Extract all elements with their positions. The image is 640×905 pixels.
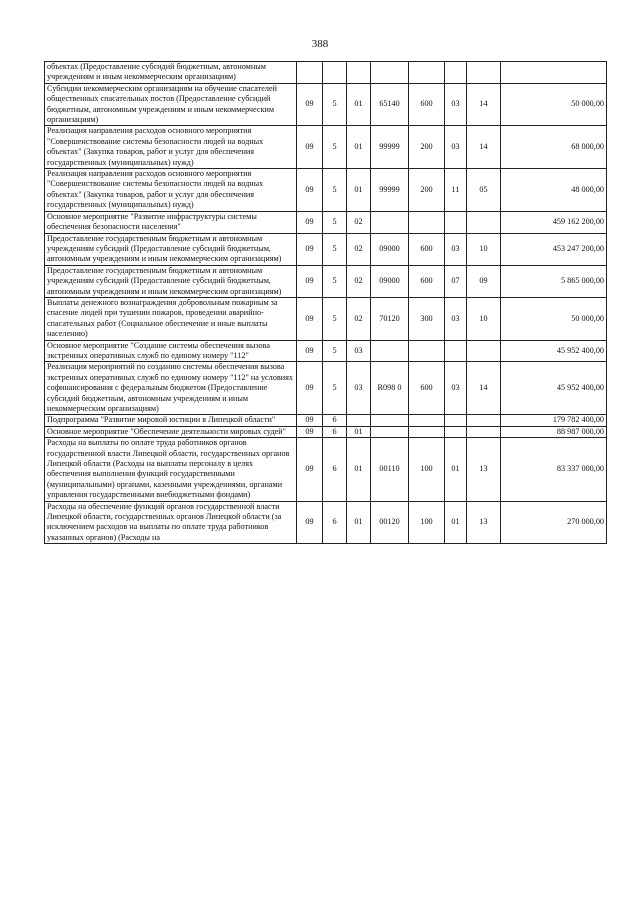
- code-section: [445, 426, 467, 437]
- table-row: [45, 340, 607, 362]
- code-subprogram: 5: [323, 297, 347, 340]
- row-amount: 45 952 400,00: [501, 340, 607, 362]
- code-program: 09: [297, 426, 323, 437]
- code-event: 01: [347, 438, 371, 501]
- code-subsection: [467, 415, 501, 426]
- code-program: 09: [297, 362, 323, 415]
- row-amount: 453 247 200,00: [501, 233, 607, 265]
- code-program: 09: [297, 297, 323, 340]
- code-event: 03: [347, 340, 371, 362]
- code-expense-type: 600: [409, 362, 445, 415]
- code-subprogram: 6: [323, 415, 347, 426]
- table-row: [45, 233, 607, 265]
- code-expense-type: 600: [409, 265, 445, 297]
- row-description: Предоставление государственным бюджетным и автономным учреждениям субсидий (Предоставление субсидий бюджетным, автономным учреждениям и иным некоммерческим организациям): [45, 233, 297, 265]
- row-description: Расходы на выплаты по оплате труда работников органов государственной власти Липецкой области, государственных органов Липецкой области (Расходы на выплаты персоналу в целях обеспечения выполнения функций государственными (муниципальными) органами, казенными учреждениями, органами управления государственными внебюджетными фондами): [45, 438, 297, 501]
- row-description: Предоставление государственным бюджетным и автономным учреждениям субсидий (Предоставление субсидий бюджетным, автономным учреждениям и иным некоммерческим организациям): [45, 265, 297, 297]
- code-subsection: 14: [467, 362, 501, 415]
- code-section: 07: [445, 265, 467, 297]
- code-expense-type: [409, 426, 445, 437]
- code-event: 02: [347, 233, 371, 265]
- row-description: Реализация мероприятий по созданию системы обеспечения вызова экстренных оперативных служб по единому номеру "112" на условиях софинансирования с федеральным бюджетом (Предоставление субсидий бюджетным, автономным учреждениям и иным некоммерческим организациям): [45, 362, 297, 415]
- code-program: 09: [297, 233, 323, 265]
- row-description: Субсидии некоммерческим организациям на обучение спасателей общественных спасательных постов (Предоставление субсидий бюджетным, автономным учреждениям и иным некоммерческим организациям): [45, 83, 297, 126]
- code-event: 01: [347, 83, 371, 126]
- code-direction: 00120: [371, 501, 409, 544]
- table-row: [45, 265, 607, 297]
- code-section: 11: [445, 169, 467, 212]
- code-subsection: 14: [467, 126, 501, 169]
- code-direction: [371, 211, 409, 233]
- code-expense-type: 600: [409, 233, 445, 265]
- code-program: 09: [297, 501, 323, 544]
- table-row: [45, 126, 607, 169]
- code-direction: [371, 426, 409, 437]
- code-direction: 09000: [371, 233, 409, 265]
- code-program: 09: [297, 126, 323, 169]
- code-program: 09: [297, 340, 323, 362]
- table-row: [45, 501, 607, 544]
- row-amount: 459 162 200,00: [501, 211, 607, 233]
- row-description: Основное мероприятие "Обеспечение деятельности мировых судей": [45, 426, 297, 437]
- code-event: 01: [347, 169, 371, 212]
- code-program: 09: [297, 169, 323, 212]
- code-event: 01: [347, 126, 371, 169]
- row-description: Основное мероприятие "Развитие инфраструктуры системы обеспечения безопасности населения": [45, 211, 297, 233]
- code-event: 02: [347, 297, 371, 340]
- row-description: Реализация направления расходов основного мероприятия "Совершенствование системы безопасности людей на водных объектах" (Закупка товаров, работ и услуг для обеспечения государственных (муниципальных) нужд): [45, 126, 297, 169]
- code-subprogram: 5: [323, 265, 347, 297]
- code-section: [445, 211, 467, 233]
- table-row: [45, 438, 607, 501]
- code-expense-type: [409, 340, 445, 362]
- code-direction: [371, 62, 409, 84]
- code-section: 03: [445, 233, 467, 265]
- row-amount: 45 952 400,00: [501, 362, 607, 415]
- code-event: [347, 415, 371, 426]
- row-amount: 68 000,00: [501, 126, 607, 169]
- code-subsection: 09: [467, 265, 501, 297]
- row-amount: 5 865 000,00: [501, 265, 607, 297]
- table-row: [45, 415, 607, 426]
- code-expense-type: 100: [409, 438, 445, 501]
- code-section: 03: [445, 362, 467, 415]
- code-subprogram: 6: [323, 438, 347, 501]
- code-section: 03: [445, 83, 467, 126]
- code-expense-type: [409, 211, 445, 233]
- code-subprogram: [323, 62, 347, 84]
- code-expense-type: [409, 415, 445, 426]
- code-direction: 00110: [371, 438, 409, 501]
- code-direction: [371, 340, 409, 362]
- table-row: [45, 211, 607, 233]
- row-description: Выплаты денежного вознаграждения добровольным пожарным за спасение людей при тушении пожаров, проведении аварийно-спасательных работ (Социальное обеспечение и иные выплаты населению): [45, 297, 297, 340]
- table-body: [45, 62, 607, 544]
- table-row: [45, 169, 607, 212]
- table-row: [45, 426, 607, 437]
- row-description: Подпрограмма "Развитие мировой юстиции в Липецкой области": [45, 415, 297, 426]
- code-subsection: 13: [467, 501, 501, 544]
- code-program: [297, 62, 323, 84]
- code-section: 03: [445, 126, 467, 169]
- row-amount: 270 000,00: [501, 501, 607, 544]
- table-row: [45, 297, 607, 340]
- table-row: [45, 62, 607, 84]
- code-subsection: 14: [467, 83, 501, 126]
- code-subprogram: 5: [323, 211, 347, 233]
- code-event: [347, 62, 371, 84]
- code-subprogram: 6: [323, 426, 347, 437]
- code-subprogram: 5: [323, 126, 347, 169]
- row-description: объектах (Предоставление субсидий бюджетным, автономным учреждениям и иным некоммерческим организациям): [45, 62, 297, 84]
- code-subprogram: 6: [323, 501, 347, 544]
- code-expense-type: 200: [409, 126, 445, 169]
- code-section: 01: [445, 501, 467, 544]
- code-expense-type: 300: [409, 297, 445, 340]
- row-amount: [501, 62, 607, 84]
- code-subsection: 10: [467, 233, 501, 265]
- code-subsection: [467, 211, 501, 233]
- code-event: 02: [347, 211, 371, 233]
- code-expense-type: [409, 62, 445, 84]
- code-direction: 99999: [371, 126, 409, 169]
- code-expense-type: 200: [409, 169, 445, 212]
- row-amount: 50 000,00: [501, 83, 607, 126]
- code-subsection: [467, 62, 501, 84]
- code-section: [445, 340, 467, 362]
- code-event: 02: [347, 265, 371, 297]
- row-description: Основное мероприятие "Создание системы обеспечения вызова экстренных оперативных служб по единому номеру "112": [45, 340, 297, 362]
- code-direction: 99999: [371, 169, 409, 212]
- code-direction: [371, 415, 409, 426]
- code-section: 03: [445, 297, 467, 340]
- code-expense-type: 600: [409, 83, 445, 126]
- code-subprogram: 5: [323, 83, 347, 126]
- code-event: 01: [347, 426, 371, 437]
- code-direction: 09000: [371, 265, 409, 297]
- code-direction: 70120: [371, 297, 409, 340]
- code-direction: 65140: [371, 83, 409, 126]
- code-subsection: 13: [467, 438, 501, 501]
- code-expense-type: 100: [409, 501, 445, 544]
- code-subsection: [467, 340, 501, 362]
- table-row: [45, 83, 607, 126]
- budget-table: [44, 61, 607, 544]
- row-description: Расходы на обеспечение функций органов государственной власти Липецкой области, государственных органов Липецкой области (за исключением расходов на выплаты по оплате труда работников указанных органов) (Расходы на: [45, 501, 297, 544]
- code-subsection: 10: [467, 297, 501, 340]
- row-amount: 179 782 400,00: [501, 415, 607, 426]
- row-amount: 88 987 000,00: [501, 426, 607, 437]
- code-direction: R098 0: [371, 362, 409, 415]
- code-subprogram: 5: [323, 362, 347, 415]
- code-program: 09: [297, 265, 323, 297]
- code-subprogram: 5: [323, 233, 347, 265]
- code-subsection: [467, 426, 501, 437]
- code-event: 03: [347, 362, 371, 415]
- page-number: 388: [311, 38, 329, 50]
- code-program: 09: [297, 438, 323, 501]
- code-section: [445, 62, 467, 84]
- code-program: 09: [297, 415, 323, 426]
- code-subprogram: 5: [323, 340, 347, 362]
- code-subprogram: 5: [323, 169, 347, 212]
- code-program: 09: [297, 83, 323, 126]
- row-amount: 83 337 000,00: [501, 438, 607, 501]
- table-row: [45, 362, 607, 415]
- code-subsection: 05: [467, 169, 501, 212]
- code-section: [445, 415, 467, 426]
- code-section: 01: [445, 438, 467, 501]
- row-description: Реализация направления расходов основного мероприятия "Совершенствование системы безопасности людей на водных объектах" (Закупка товаров, работ и услуг для обеспечения государственных (муниципальных) нужд): [45, 169, 297, 212]
- code-program: 09: [297, 211, 323, 233]
- code-event: 01: [347, 501, 371, 544]
- row-amount: 50 000,00: [501, 297, 607, 340]
- row-amount: 48 000,00: [501, 169, 607, 212]
